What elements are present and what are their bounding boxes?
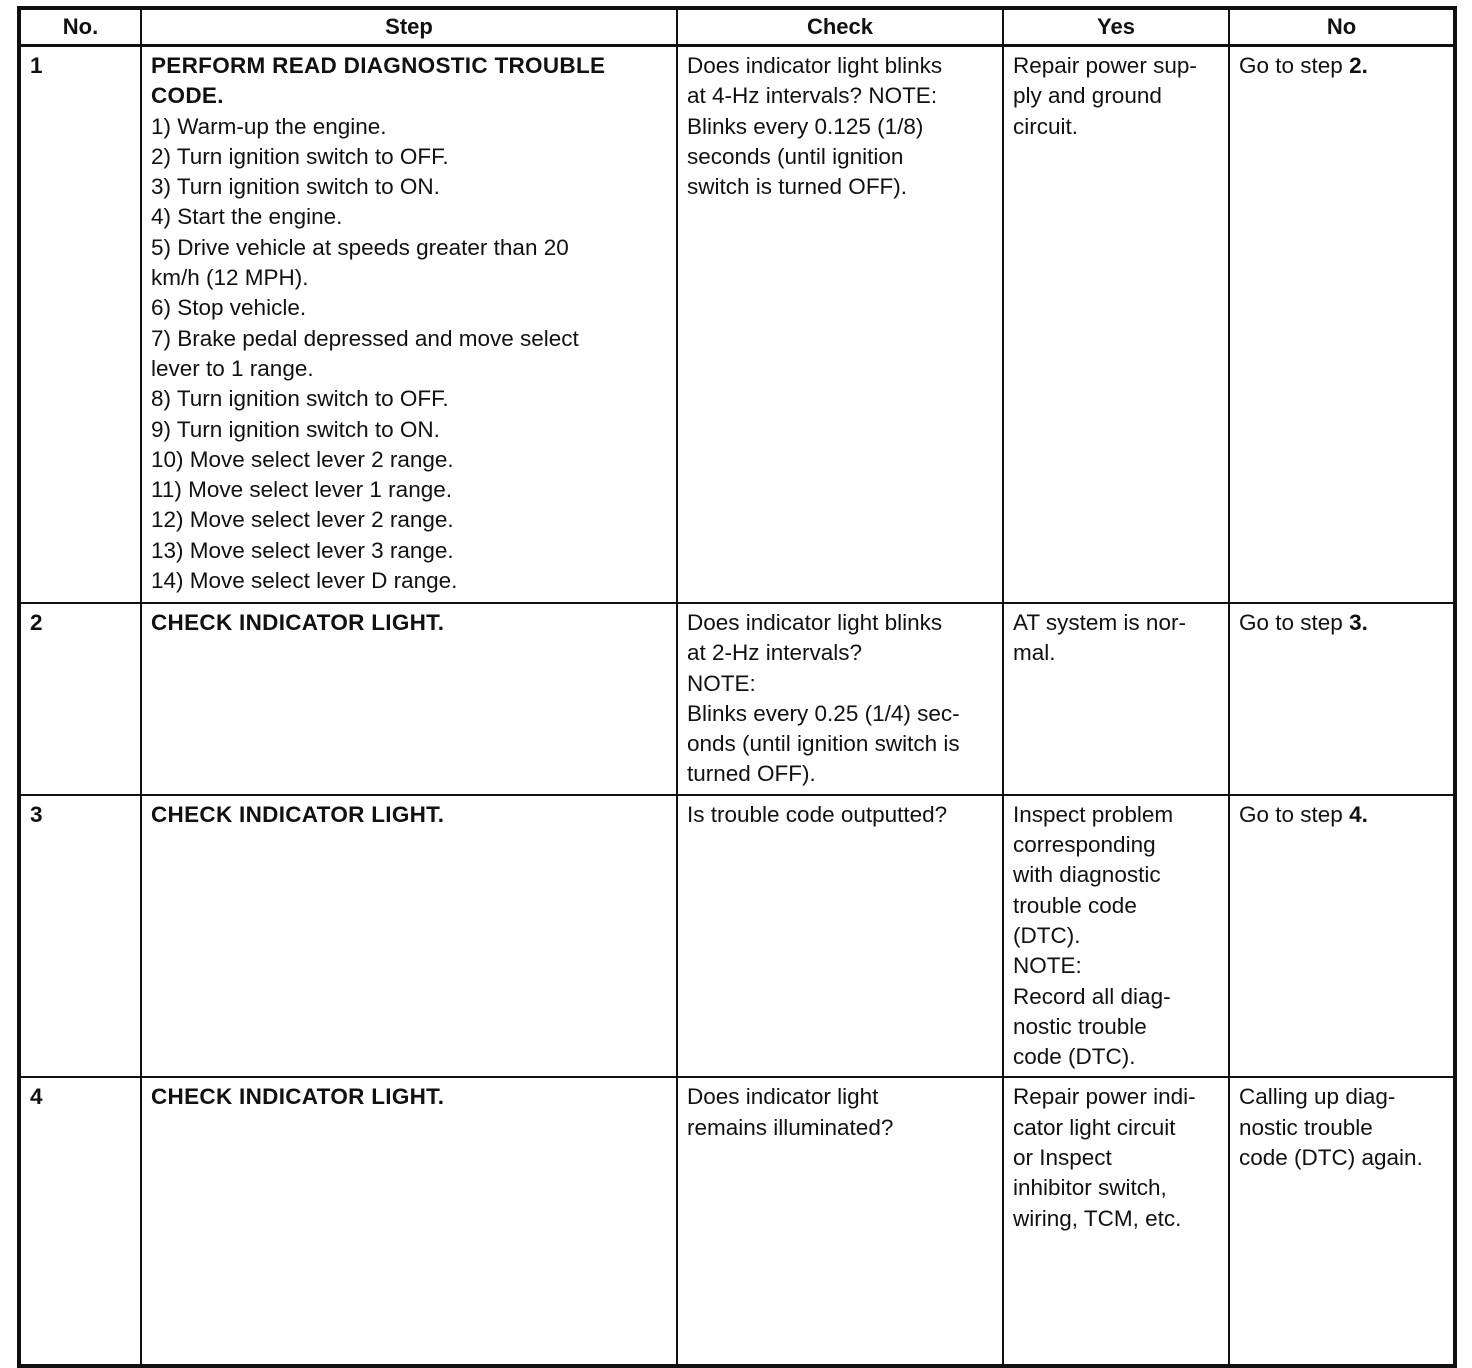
no-line: nostic trouble [1239, 1114, 1373, 1140]
yes-line: inhibitor switch, [1013, 1175, 1167, 1201]
row-number: 4 [19, 1077, 141, 1366]
check-line: Does indicator light blinks [687, 610, 943, 635]
header-step: Step [141, 8, 677, 46]
step-line: 9) Turn ignition switch to ON. [151, 416, 440, 442]
check-line: remains illuminated? [687, 1114, 894, 1140]
step-title: CHECK INDICATOR LIGHT. [151, 610, 445, 635]
step-line: 11) Move select lever 1 range. [151, 477, 452, 503]
yes-line: (DTC). [1013, 922, 1081, 948]
check-line: Does indicator light [687, 1084, 879, 1110]
no-line [1239, 51, 1445, 81]
no-step-ref: 4. [1349, 801, 1368, 827]
step-line: 1) Warm-up the engine. [151, 113, 387, 139]
yes-line: wiring, TCM, etc. [1013, 1205, 1182, 1231]
step-line: 12) Move select lever 2 range. [151, 507, 454, 533]
yes-cell [1003, 795, 1229, 1078]
no-cell [1229, 1077, 1455, 1366]
step-title: CODE. [151, 83, 224, 109]
row-number: 2 [19, 603, 141, 795]
yes-line: code (DTC). [1013, 1044, 1136, 1070]
yes-line: Inspect problem [1013, 801, 1174, 827]
step-line: km/h (12 MPH). [151, 265, 309, 291]
yes-line: mal. [1013, 640, 1056, 666]
step-line: 14) Move select lever D range. [151, 568, 458, 594]
header-no: No. [19, 8, 141, 46]
yes-line: circuit. [1013, 113, 1079, 139]
step-line: lever to 1 range. [151, 355, 314, 381]
step-line: 8) Turn ignition switch to OFF. [151, 386, 449, 412]
no-text: Go to step [1239, 610, 1343, 635]
step-cell [141, 1077, 677, 1366]
header-no-result: No [1229, 8, 1455, 46]
table-row [19, 603, 1455, 795]
no-line [1239, 800, 1445, 830]
yes-line: cator light circuit [1013, 1114, 1176, 1140]
check-line: Blinks every 0.25 (1/4) sec- [687, 700, 960, 726]
no-line: Calling up diag- [1239, 1084, 1396, 1110]
yes-line: or Inspect [1013, 1145, 1112, 1171]
check-cell [677, 1077, 1003, 1366]
step-line: 10) Move select lever 2 range. [151, 446, 454, 472]
check-line: seconds (until ignition [687, 143, 904, 169]
step-line: 2) Turn ignition switch to OFF. [151, 143, 449, 169]
yes-line: Record all diag- [1013, 983, 1171, 1009]
header-row [19, 8, 1455, 46]
header-yes: Yes [1003, 8, 1229, 46]
check-line: at 4-Hz intervals? NOTE: [687, 83, 938, 109]
no-cell [1229, 795, 1455, 1078]
check-line: Blinks every 0.125 (1/8) [687, 113, 924, 139]
step-line: 13) Move select lever 3 range. [151, 537, 454, 563]
yes-line: ply and ground [1013, 83, 1162, 109]
table-row [19, 1077, 1455, 1366]
no-line: code (DTC) again. [1239, 1145, 1423, 1171]
check-line: at 2-Hz intervals? [687, 640, 863, 666]
no-text: Go to step [1239, 801, 1343, 827]
yes-line: NOTE: [1013, 953, 1082, 979]
table-row [19, 795, 1455, 1078]
check-line: Does indicator light blinks [687, 53, 943, 78]
check-line: turned OFF). [687, 761, 816, 787]
step-line: 7) Brake pedal depressed and move select [151, 325, 579, 351]
yes-line: AT system is nor- [1013, 610, 1186, 635]
no-step-ref: 2. [1349, 53, 1368, 78]
table-row [19, 46, 1455, 604]
step-title: CHECK INDICATOR LIGHT. [151, 1084, 445, 1110]
no-text: Go to step [1239, 53, 1343, 78]
check-line: onds (until ignition switch is [687, 731, 960, 757]
check-line: switch is turned OFF). [687, 174, 908, 200]
yes-line: corresponding [1013, 832, 1156, 858]
yes-line: nostic trouble [1013, 1013, 1147, 1039]
check-cell [677, 795, 1003, 1078]
no-line [1239, 608, 1445, 638]
yes-line: Repair power indi- [1013, 1084, 1196, 1110]
no-cell [1229, 46, 1455, 604]
no-step-ref: 3. [1349, 610, 1368, 635]
row-number: 3 [19, 795, 141, 1078]
yes-line: with diagnostic [1013, 862, 1161, 888]
yes-line: Repair power sup- [1013, 53, 1197, 78]
yes-cell [1003, 603, 1229, 795]
yes-cell [1003, 46, 1229, 604]
check-cell [677, 603, 1003, 795]
step-line: 3) Turn ignition switch to ON. [151, 174, 440, 200]
step-cell [141, 795, 677, 1078]
yes-line: trouble code [1013, 892, 1137, 918]
step-line: 5) Drive vehicle at speeds greater than 20 [151, 234, 569, 260]
step-cell [141, 603, 677, 795]
no-cell [1229, 603, 1455, 795]
step-cell [141, 46, 677, 604]
yes-cell [1003, 1077, 1229, 1366]
step-title: CHECK INDICATOR LIGHT. [151, 801, 445, 827]
check-line: Is trouble code outputted? [687, 801, 948, 827]
step-line: 6) Stop vehicle. [151, 295, 307, 321]
row-number: 1 [19, 46, 141, 604]
step-line: 4) Start the engine. [151, 204, 343, 230]
header-check: Check [677, 8, 1003, 46]
check-cell [677, 46, 1003, 604]
diagnostic-table [17, 6, 1457, 1368]
check-line: NOTE: [687, 670, 756, 696]
step-title: PERFORM READ DIAGNOSTIC TROUBLE [151, 53, 606, 78]
